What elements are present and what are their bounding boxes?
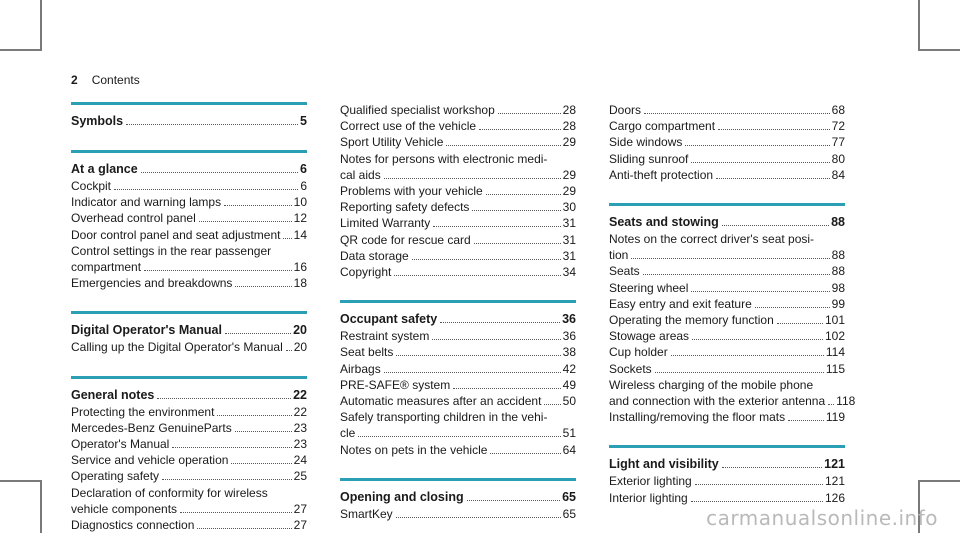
section-page-number: 36 bbox=[562, 312, 576, 327]
dot-leader bbox=[286, 350, 292, 351]
toc-entry-label: Restraint system bbox=[340, 329, 430, 344]
toc-entry[interactable] bbox=[340, 167, 576, 183]
section-title[interactable] bbox=[609, 456, 845, 473]
toc-entry-line: Wireless charging of the mobile phone bbox=[609, 377, 814, 392]
toc-entry-label: Reporting safety defects bbox=[340, 200, 470, 215]
crop-mark bbox=[40, 0, 42, 50]
dot-leader bbox=[172, 447, 291, 448]
dot-leader bbox=[235, 431, 292, 432]
dot-leader bbox=[691, 162, 829, 163]
toc-entry-label: Seats bbox=[609, 264, 640, 279]
section-title[interactable] bbox=[609, 214, 845, 231]
toc-entry[interactable] bbox=[71, 259, 307, 275]
toc-entry[interactable] bbox=[340, 215, 576, 231]
toc-entry[interactable] bbox=[340, 118, 576, 134]
dot-leader bbox=[453, 388, 560, 389]
toc-entry-page: 29 bbox=[562, 167, 576, 182]
toc-entry-label: SmartKey bbox=[340, 506, 393, 521]
toc-entry-page: 23 bbox=[293, 420, 307, 435]
toc-entry[interactable] bbox=[340, 393, 576, 409]
dot-leader bbox=[828, 404, 834, 405]
dot-leader bbox=[384, 372, 561, 373]
toc-section bbox=[71, 150, 307, 291]
toc-entry-label: Airbags bbox=[340, 361, 381, 376]
toc-entry-label: Calling up the Digital Operator's Manual bbox=[71, 340, 283, 355]
dot-leader bbox=[432, 339, 560, 340]
dot-leader bbox=[433, 226, 560, 227]
toc-entry[interactable] bbox=[340, 361, 576, 377]
toc-entry-page: 22 bbox=[293, 404, 307, 419]
dot-leader bbox=[479, 129, 561, 130]
toc-entry[interactable] bbox=[71, 468, 307, 484]
toc-entry[interactable] bbox=[609, 247, 845, 263]
toc-entry-label: Copyright bbox=[340, 265, 392, 280]
toc-entry-page: 23 bbox=[293, 437, 307, 452]
toc-entry-label: PRE-SAFE® system bbox=[340, 377, 451, 392]
toc-entry-label: Qualified specialist workshop bbox=[340, 103, 495, 117]
section-rule bbox=[609, 203, 845, 206]
dot-leader bbox=[716, 178, 830, 179]
toc-entry-label: Indicator and warning lamps bbox=[71, 195, 222, 210]
toc-entry[interactable] bbox=[340, 506, 576, 522]
dot-leader bbox=[695, 484, 823, 485]
toc-entry-page: 88 bbox=[831, 248, 845, 263]
dot-leader bbox=[631, 258, 829, 259]
watermark: carmanualsonline.info bbox=[706, 506, 938, 530]
toc-entry-page: 51 bbox=[562, 426, 576, 441]
dot-leader bbox=[643, 274, 830, 275]
toc-entry[interactable] bbox=[340, 248, 576, 264]
dot-leader bbox=[412, 259, 561, 260]
section-title[interactable] bbox=[340, 311, 576, 328]
toc-entry-label: tion bbox=[609, 248, 629, 263]
toc-entry-page: 49 bbox=[562, 377, 576, 392]
crop-mark bbox=[918, 49, 960, 51]
toc-entry[interactable] bbox=[609, 344, 845, 360]
toc-entry-page: 10 bbox=[293, 195, 307, 210]
toc-entry-page: 121 bbox=[824, 474, 845, 489]
toc-entry-label: Side windows bbox=[609, 135, 683, 150]
toc-entry[interactable] bbox=[71, 275, 307, 291]
toc-entry-page: 29 bbox=[562, 184, 576, 199]
toc-entry-page: 50 bbox=[562, 394, 576, 409]
section-page-number: 65 bbox=[562, 489, 576, 504]
toc-entry-label: Problems with your vehicle bbox=[340, 184, 483, 199]
toc-section bbox=[609, 445, 845, 505]
toc-entry-label: and connection with the exterior antenna bbox=[609, 394, 826, 409]
toc-entry[interactable] bbox=[609, 167, 845, 183]
section-rule bbox=[71, 311, 307, 314]
toc-entry-label: Service and vehicle operation bbox=[71, 453, 229, 468]
toc-entry-label: Emergencies and breakdowns bbox=[71, 276, 233, 291]
toc-entry-label: Sockets bbox=[609, 361, 652, 376]
page-title: Contents bbox=[91, 73, 140, 87]
section-page-number: 6 bbox=[300, 162, 307, 176]
toc-entry-page: 119 bbox=[825, 410, 845, 425]
toc-entry[interactable] bbox=[609, 328, 845, 344]
toc-entry-page: 31 bbox=[562, 232, 576, 247]
toc-entry[interactable] bbox=[340, 102, 576, 118]
section-rule bbox=[71, 102, 307, 105]
toc-section bbox=[340, 102, 576, 280]
toc-entry[interactable] bbox=[609, 361, 845, 377]
toc-entry-label: Limited Warranty bbox=[340, 216, 431, 231]
dot-leader bbox=[755, 307, 830, 308]
toc-entry[interactable] bbox=[340, 199, 576, 215]
toc-entry[interactable] bbox=[340, 377, 576, 393]
toc-entry-page: 102 bbox=[824, 329, 845, 344]
toc-entry-label: Sport Utility Vehicle bbox=[340, 135, 444, 150]
section-title-label: Seats and stowing bbox=[609, 215, 719, 230]
toc-entry[interactable] bbox=[340, 264, 576, 280]
dot-leader bbox=[224, 205, 292, 206]
dot-leader bbox=[157, 398, 291, 399]
toc-column-2 bbox=[340, 102, 576, 542]
toc-entry-label: Easy entry and exit feature bbox=[609, 296, 752, 311]
toc-entry[interactable] bbox=[71, 194, 307, 210]
toc-entry[interactable] bbox=[609, 312, 845, 328]
toc-entry-line: Declaration of conformity for wireless bbox=[71, 485, 268, 500]
toc-entry-label: Operating the memory function bbox=[609, 313, 774, 328]
toc-entry-page: 42 bbox=[562, 361, 576, 376]
toc-entry-page: 98 bbox=[831, 280, 845, 295]
dot-leader bbox=[544, 404, 560, 405]
toc-section bbox=[340, 478, 576, 522]
toc-entry-label: Automatic measures after an accident bbox=[340, 394, 542, 409]
toc-entry-page: 25 bbox=[293, 469, 307, 484]
toc-entry-page: 20 bbox=[293, 340, 308, 355]
dot-leader bbox=[722, 225, 829, 226]
toc-entry-label: Correct use of the vehicle bbox=[340, 119, 477, 134]
section-page-number: 88 bbox=[831, 215, 845, 230]
toc-entry-page: 27 bbox=[293, 518, 307, 533]
toc-column-1 bbox=[71, 102, 307, 553]
dot-leader bbox=[718, 129, 830, 130]
toc-entry[interactable] bbox=[71, 452, 307, 468]
dot-leader bbox=[396, 355, 560, 356]
toc-entry-label: Installing/removing the floor mats bbox=[609, 410, 786, 425]
section-rule bbox=[609, 445, 845, 448]
dot-leader bbox=[141, 172, 298, 173]
dot-leader bbox=[225, 333, 291, 334]
toc-section bbox=[71, 376, 307, 534]
toc-entry-label: Operating safety bbox=[71, 469, 160, 484]
dot-leader bbox=[692, 339, 823, 340]
toc-entry[interactable] bbox=[71, 501, 307, 517]
toc-entry[interactable] bbox=[340, 425, 576, 441]
toc-entry-label: Sliding sunroof bbox=[609, 151, 689, 166]
toc-entry-page: 14 bbox=[293, 227, 307, 242]
toc-entry[interactable] bbox=[609, 490, 845, 506]
toc-entry-page: 28 bbox=[562, 103, 576, 117]
dot-leader bbox=[283, 238, 291, 239]
toc-entry-label: QR code for rescue card bbox=[340, 232, 471, 247]
toc-entry-label: vehicle components bbox=[71, 501, 178, 516]
toc-entry-label: Door control panel and seat adjustment bbox=[71, 227, 281, 242]
dot-leader bbox=[474, 243, 561, 244]
section-page-number: 20 bbox=[293, 323, 307, 338]
dot-leader bbox=[217, 415, 291, 416]
toc-section bbox=[340, 300, 576, 458]
toc-entry-line: Safely transporting children in the vehi- bbox=[340, 410, 548, 425]
dot-leader bbox=[396, 517, 561, 518]
toc-entry[interactable] bbox=[609, 473, 845, 489]
toc-entry-page: 72 bbox=[831, 119, 845, 134]
section-title[interactable] bbox=[71, 113, 307, 130]
toc-entry-label: compartment bbox=[71, 260, 142, 275]
section-rule bbox=[71, 376, 307, 379]
toc-entry-page: 115 bbox=[825, 361, 845, 376]
toc-entry[interactable] bbox=[609, 263, 845, 279]
dot-leader bbox=[197, 528, 291, 529]
section-title-label: Light and visibility bbox=[609, 457, 719, 472]
toc-entry[interactable] bbox=[340, 328, 576, 344]
toc-entry-label: Anti-theft protection bbox=[609, 167, 714, 182]
toc-entry-label: Data storage bbox=[340, 248, 409, 263]
toc-entry-page: 18 bbox=[293, 276, 307, 291]
toc-entry-page: 31 bbox=[562, 248, 576, 263]
dot-leader bbox=[162, 479, 292, 480]
toc-entry-page: 34 bbox=[562, 265, 576, 280]
dot-leader bbox=[114, 189, 298, 190]
toc-entry[interactable] bbox=[340, 232, 576, 248]
toc-entry-page: 126 bbox=[824, 490, 845, 505]
toc-entry-label: Diagnostics connection bbox=[71, 518, 195, 533]
toc-entry-page: 29 bbox=[562, 135, 576, 150]
dot-leader bbox=[440, 322, 560, 323]
section-title[interactable] bbox=[71, 161, 307, 178]
dot-leader bbox=[691, 501, 823, 502]
toc-entry-page: 28 bbox=[562, 119, 576, 134]
section-title-label: Occupant safety bbox=[340, 312, 438, 327]
toc-entry-page: 64 bbox=[562, 442, 576, 457]
section-title[interactable] bbox=[71, 387, 307, 404]
toc-entry-label: Protecting the environment bbox=[71, 404, 215, 419]
toc-entry[interactable] bbox=[609, 151, 845, 167]
toc-entry[interactable] bbox=[71, 404, 307, 420]
toc-entry-page: 12 bbox=[293, 211, 307, 226]
dot-leader bbox=[671, 355, 824, 356]
dot-leader bbox=[126, 124, 298, 125]
toc-entry-line: Notes on the correct driver's seat posi- bbox=[609, 232, 815, 247]
toc-entry-page: 38 bbox=[562, 345, 576, 360]
crop-mark bbox=[918, 480, 960, 482]
dot-leader bbox=[180, 512, 292, 513]
toc-entry-page: 36 bbox=[562, 329, 576, 344]
section-title-label: Opening and closing bbox=[340, 489, 464, 504]
dot-leader bbox=[231, 463, 291, 464]
dot-leader bbox=[446, 145, 560, 146]
section-title[interactable] bbox=[71, 322, 307, 339]
toc-entry-page: 114 bbox=[825, 345, 845, 360]
toc-entry-page: 16 bbox=[293, 260, 307, 275]
dot-leader bbox=[472, 210, 560, 211]
toc-entry-label: Steering wheel bbox=[609, 280, 689, 295]
section-title-label: Symbols bbox=[71, 114, 124, 128]
toc-entry-page: 30 bbox=[562, 200, 576, 215]
toc-section bbox=[71, 311, 307, 355]
section-page-number: 121 bbox=[824, 457, 845, 472]
dot-leader bbox=[490, 453, 560, 454]
section-rule bbox=[340, 478, 576, 481]
section-page-number: 22 bbox=[293, 387, 307, 402]
toc-entry[interactable] bbox=[71, 339, 307, 355]
toc-entry-page: 68 bbox=[831, 103, 845, 117]
dot-leader bbox=[788, 420, 824, 421]
dot-leader bbox=[644, 113, 830, 114]
crop-mark bbox=[0, 480, 42, 482]
crop-mark bbox=[40, 480, 42, 533]
dot-leader bbox=[685, 145, 829, 146]
toc-entry[interactable] bbox=[71, 210, 307, 226]
dot-leader bbox=[777, 323, 823, 324]
toc-entry[interactable] bbox=[340, 134, 576, 150]
toc-entry-page: 84 bbox=[831, 167, 845, 182]
toc-entry[interactable] bbox=[609, 296, 845, 312]
toc-entry-page: 88 bbox=[831, 264, 845, 279]
dot-leader bbox=[358, 436, 560, 437]
section-title[interactable] bbox=[340, 489, 576, 506]
toc-entry[interactable] bbox=[609, 102, 845, 118]
toc-entry-page: 101 bbox=[824, 313, 845, 328]
toc-entry[interactable] bbox=[609, 280, 845, 296]
toc-entry-label: Operator's Manual bbox=[71, 437, 170, 452]
toc-entry-label: cal aids bbox=[340, 167, 381, 182]
toc-entry[interactable] bbox=[609, 118, 845, 134]
section-rule bbox=[340, 300, 576, 303]
toc-entry-page: 99 bbox=[831, 296, 845, 311]
toc-entry[interactable] bbox=[609, 134, 845, 150]
dot-leader bbox=[144, 270, 292, 271]
toc-entry-label: Cup holder bbox=[609, 345, 668, 360]
crop-mark bbox=[0, 49, 42, 51]
dot-leader bbox=[498, 113, 561, 114]
toc-entry[interactable] bbox=[71, 436, 307, 452]
crop-mark bbox=[918, 0, 920, 50]
toc-entry-label: Interior lighting bbox=[609, 490, 688, 505]
toc-entry-page: 80 bbox=[831, 151, 845, 166]
toc-entry-page: 31 bbox=[562, 216, 576, 231]
toc-entry[interactable] bbox=[609, 409, 845, 425]
dot-leader bbox=[691, 291, 829, 292]
toc-entry-page: 65 bbox=[562, 506, 576, 521]
toc-section bbox=[71, 102, 307, 130]
dot-leader bbox=[486, 194, 561, 195]
page-number: 2 bbox=[71, 73, 78, 87]
toc-entry-page: 77 bbox=[831, 135, 845, 150]
dot-leader bbox=[467, 500, 560, 501]
toc-section bbox=[609, 203, 856, 425]
section-title-label: General notes bbox=[71, 387, 155, 402]
dot-leader bbox=[722, 467, 822, 468]
dot-leader bbox=[199, 221, 292, 222]
toc-entry[interactable] bbox=[340, 183, 576, 199]
toc-section bbox=[609, 102, 845, 183]
toc-entry-page: 6 bbox=[300, 179, 307, 193]
toc-entry-label: Doors bbox=[609, 103, 642, 117]
toc-entry-label: Overhead control panel bbox=[71, 211, 196, 226]
toc-entry[interactable] bbox=[340, 344, 576, 360]
toc-entry-label: Notes on pets in the vehicle bbox=[340, 442, 488, 457]
toc-entry[interactable] bbox=[340, 442, 576, 458]
toc-entry[interactable] bbox=[71, 178, 307, 194]
section-page-number: 5 bbox=[300, 114, 307, 128]
toc-entry[interactable] bbox=[71, 517, 307, 533]
toc-entry-page: 118 bbox=[836, 394, 856, 409]
toc-entry-label: Seat belts bbox=[340, 345, 394, 360]
dot-leader bbox=[384, 178, 561, 179]
toc-entry-line: Notes for persons with electronic medi- bbox=[340, 151, 548, 166]
toc-entry-label: Exterior lighting bbox=[609, 474, 692, 489]
toc-entry-label: cle bbox=[340, 426, 356, 441]
dot-leader bbox=[394, 275, 560, 276]
toc-entry[interactable] bbox=[71, 227, 307, 243]
toc-entry-page: 27 bbox=[293, 501, 307, 516]
toc-entry[interactable] bbox=[71, 420, 307, 436]
dot-leader bbox=[655, 372, 824, 373]
toc-entry-label: Cargo compartment bbox=[609, 119, 716, 134]
toc-entry-page: 24 bbox=[293, 453, 307, 468]
toc-entry[interactable] bbox=[609, 393, 856, 409]
section-rule bbox=[71, 150, 307, 153]
dot-leader bbox=[235, 286, 291, 287]
section-title-label: Digital Operator's Manual bbox=[71, 323, 222, 338]
toc-entry-label: Cockpit bbox=[71, 179, 112, 193]
section-title-label: At a glance bbox=[71, 162, 138, 176]
toc-entry-label: Stowage areas bbox=[609, 329, 690, 344]
toc-entry-label: Mercedes-Benz GenuineParts bbox=[71, 420, 232, 435]
page-header bbox=[71, 73, 140, 87]
toc-entry-line: Control settings in the rear passenger bbox=[71, 243, 272, 258]
